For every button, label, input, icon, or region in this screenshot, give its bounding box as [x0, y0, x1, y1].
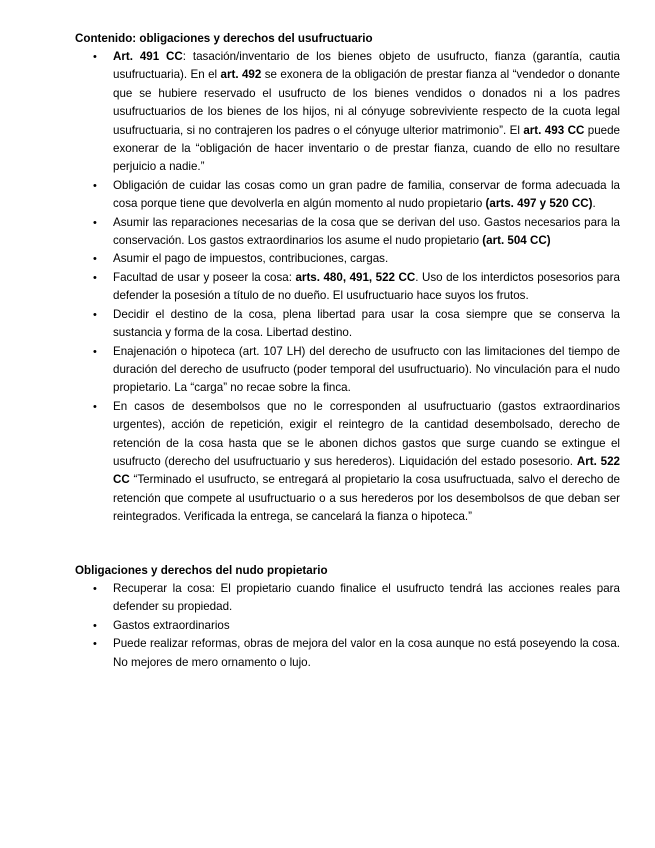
list-item	[75, 617, 620, 635]
bullet-icon: •	[93, 271, 97, 284]
list-item	[75, 306, 620, 343]
item-text: Decidir el destino de la cosa, plena libertad para usar la cosa siempre que se conserva la sustancia y forma de la cosa. Libertad destino.	[113, 307, 620, 340]
bullet-icon: •	[93, 638, 97, 651]
bold-reference: (arts. 497 y 520 CC)	[485, 197, 593, 211]
bullet-icon: •	[93, 51, 97, 63]
list-item	[75, 269, 620, 306]
item-text: . Uso de los interdictos posesorios para defender la posesión a título de no dueño. El usufructuario hace suyos los frutos.	[113, 270, 620, 303]
bold-reference: art. 492	[220, 68, 262, 82]
bullet-icon: •	[93, 308, 97, 321]
list-item	[75, 343, 620, 398]
bullet-icon: •	[93, 179, 97, 192]
item-text: Puede realizar reformas, obras de mejora del valor en la cosa aunque no está poseyendo la cosa. No mejores de mero ornamento o lujo.	[113, 637, 620, 669]
item-text: Asumir el pago de impuestos, contribuciones, cargas.	[113, 252, 389, 266]
item-text: .	[592, 197, 596, 211]
bold-reference: (art. 504 CC)	[482, 234, 551, 248]
item-text: Enajenación o hipoteca (art. 107 LH) del derecho de usufructo con las limitaciones del tiempo de duración del derecho de usufructo (poder temporal del usufructuario). No vinculación para el nudo propietario. La “carga” no recae sobre la finca.	[113, 344, 620, 395]
item-text: Obligación de cuidar las cosas como un gran padre de familia, conservar de forma adecuada la cosa porque tiene que devolverla en algún momento al nudo propietario	[113, 178, 620, 211]
list-item	[75, 398, 620, 527]
bold-reference: arts. 480, 491, 522 CC	[295, 270, 416, 284]
list-item	[75, 177, 620, 214]
bullet-icon: •	[93, 619, 97, 632]
item-text: puede exonerar de la “obligación de hacer inventario o de prestar fianza, cuando de ello no resultare perjuicio a nadie.”	[113, 123, 620, 174]
item-text: Asumir las reparaciones necesarias de la cosa que se derivan del uso. Gastos necesarios para la conservación. Los gastos extraordinarios los asume el nudo propietario	[113, 215, 620, 248]
list-item	[75, 250, 620, 268]
bold-reference: Art. 522 CC	[113, 454, 621, 487]
item-text: “Terminado el usufructo, se entregará al propietario la cosa usufructuada, salvo el derecho de retención que compete al usufructuario o a sus herederos por los desembolsos de que deban ser reintegrados. Verificada la entrega, se cancelará la fianza o hipoteca.”	[113, 473, 620, 524]
item-text: Gastos extraordinarios	[113, 618, 230, 632]
section-heading-usufructuario: Contenido: obligaciones y derechos del usufructuario	[75, 32, 373, 45]
item-text: : tasación/inventario de los bienes objeto de usufructo, fianza (garantía, cautia usufructuaria). En el	[113, 50, 621, 82]
item-text: Facultad de usar y poseer la cosa:	[113, 270, 296, 284]
bullet-icon: •	[93, 216, 97, 229]
list-item	[75, 580, 620, 617]
section-heading-nudo-propietario: Obligaciones y derechos del nudo propietario	[75, 564, 328, 577]
list-item	[75, 214, 620, 251]
list-item	[75, 48, 620, 177]
bold-reference: art. 493 CC	[523, 123, 585, 137]
bullet-icon: •	[93, 583, 97, 595]
bullet-icon: •	[93, 253, 97, 266]
usufructuario-list	[75, 48, 620, 527]
list-item	[75, 635, 620, 672]
bullet-icon: •	[93, 345, 97, 358]
item-text: se exonera de la obligación de prestar fianza al “vendedor o donante que se hubiere reservado el usufructo de los bienes vendidos o donados ni a los padres usufructuarios de los bienes de los hijos, ni al cónyuge sobreviviente respecto de la cuota legal usufructuaria, si no contrajeren los padres o el cónyuge ulterior matrimonio”. El	[113, 68, 620, 137]
item-text: Recuperar la cosa: El propietario cuando finalice el usufructo tendrá las acciones reales para defender su propiedad.	[113, 582, 620, 614]
bold-reference: Art. 491 CC	[113, 50, 183, 63]
nudo-propietario-list	[75, 580, 620, 672]
bullet-icon: •	[93, 400, 97, 413]
item-text: En casos de desembolsos que no le corresponden al usufructuario (gastos extraordinarios urgentes), acción de repetición, exigir el reintegro de la cantidad desembolsado, derecho de retención de la cosa hasta que se le abonen dichos gastos que surge cuando se extingue el usufructo (derecho del usufructuario y sus herederos). Liquidación del estado posesorio.	[113, 399, 620, 468]
